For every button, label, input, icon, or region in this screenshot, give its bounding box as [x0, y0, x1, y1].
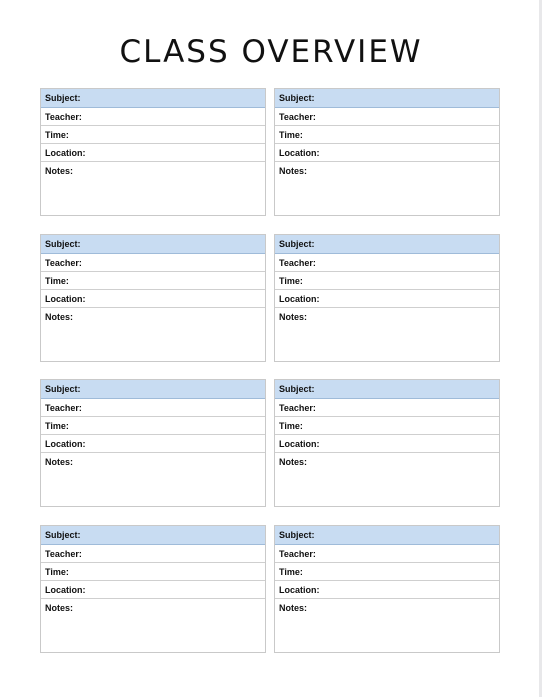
- location-field[interactable]: Location:: [275, 290, 499, 308]
- time-field[interactable]: Time:: [275, 272, 499, 290]
- teacher-field[interactable]: Teacher:: [275, 399, 499, 417]
- teacher-field[interactable]: Teacher:: [275, 254, 499, 272]
- subject-field[interactable]: Subject:: [41, 380, 265, 399]
- subject-field[interactable]: Subject:: [41, 235, 265, 254]
- subject-field[interactable]: Subject:: [275, 526, 499, 545]
- time-field[interactable]: Time:: [41, 126, 265, 144]
- time-field[interactable]: Time:: [41, 417, 265, 435]
- location-field[interactable]: Location:: [41, 581, 265, 599]
- location-field[interactable]: Location:: [41, 290, 265, 308]
- time-field[interactable]: Time:: [275, 563, 499, 581]
- notes-field[interactable]: Notes:: [45, 457, 74, 467]
- notes-field[interactable]: Notes:: [45, 312, 74, 322]
- notes-field[interactable]: Notes:: [279, 457, 308, 467]
- teacher-field[interactable]: Teacher:: [275, 545, 499, 563]
- class-card: [40, 88, 266, 216]
- page-title: CLASS OVERVIEW: [119, 34, 423, 70]
- time-field[interactable]: Time:: [275, 417, 499, 435]
- teacher-field[interactable]: Teacher:: [41, 399, 265, 417]
- location-field[interactable]: Location:: [275, 435, 499, 453]
- subject-field[interactable]: Subject:: [275, 89, 499, 108]
- class-card: [274, 88, 500, 216]
- notes-field[interactable]: Notes:: [279, 312, 308, 322]
- location-field[interactable]: Location:: [41, 435, 265, 453]
- time-field[interactable]: Time:: [41, 563, 265, 581]
- class-card: [40, 234, 266, 362]
- class-card: [274, 379, 500, 507]
- class-card: [274, 525, 500, 653]
- class-card: [40, 525, 266, 653]
- location-field[interactable]: Location:: [41, 144, 265, 162]
- notes-field[interactable]: Notes:: [279, 603, 308, 613]
- location-field[interactable]: Location:: [275, 581, 499, 599]
- subject-field[interactable]: Subject:: [41, 526, 265, 545]
- class-card: [274, 234, 500, 362]
- notes-field[interactable]: Notes:: [279, 166, 308, 176]
- subject-field[interactable]: Subject:: [275, 235, 499, 254]
- time-field[interactable]: Time:: [41, 272, 265, 290]
- location-field[interactable]: Location:: [275, 144, 499, 162]
- teacher-field[interactable]: Teacher:: [41, 254, 265, 272]
- teacher-field[interactable]: Teacher:: [41, 545, 265, 563]
- time-field[interactable]: Time:: [275, 126, 499, 144]
- class-card: [40, 379, 266, 507]
- subject-field[interactable]: Subject:: [275, 380, 499, 399]
- teacher-field[interactable]: Teacher:: [41, 108, 265, 126]
- notes-field[interactable]: Notes:: [45, 166, 74, 176]
- notes-field[interactable]: Notes:: [45, 603, 74, 613]
- subject-field[interactable]: Subject:: [41, 89, 265, 108]
- teacher-field[interactable]: Teacher:: [275, 108, 499, 126]
